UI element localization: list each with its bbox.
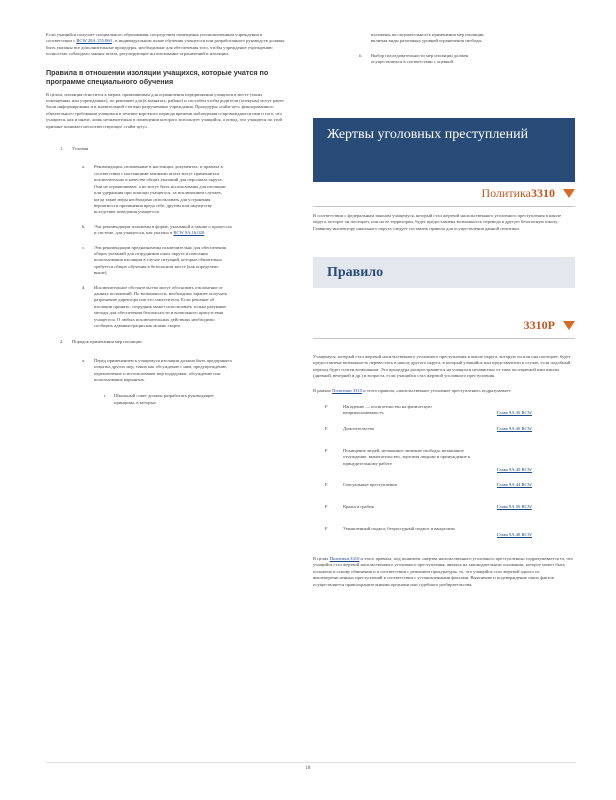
triangle-down-icon xyxy=(563,321,575,330)
sub-list xyxy=(82,164,286,329)
divider xyxy=(313,338,575,339)
rcw-9a16-link[interactable]: RCW 9A.16.020 xyxy=(173,230,205,236)
right-column-top xyxy=(313,32,575,74)
item-title: Условия xyxy=(72,146,89,152)
section-heading: Правила в отношении изоляции учащихся, которые учатся по программе специального обучения xyxy=(46,67,269,86)
policy-3310-link[interactable]: Политики 3310 xyxy=(332,387,362,393)
left-column xyxy=(46,32,286,416)
triangle-down-icon xyxy=(563,189,575,198)
rcw-ref-link[interactable]: Глава 9A.46 RCW xyxy=(497,426,532,432)
rule-title: Правило xyxy=(327,265,384,280)
item-number: 1. xyxy=(60,146,64,152)
numbered-list xyxy=(60,146,286,406)
list-item: F Кража и грабеж Глава 9A.56 RCW xyxy=(313,504,575,526)
rule-definition: В рамках Политики 3310 и этого правила, «насильственное уголовное преступление» подразумевает: xyxy=(313,387,512,393)
policy-label-row xyxy=(313,184,575,202)
page-number: 18 xyxy=(305,766,311,771)
policy-body: В соответствии с федеральным законом учащемуся, который стал жертвой насильственного уголовного преступления в школе округа, которое он посещает, или на ее территории, будет предоставлена возможность перевода в другую безопасную школу. Главному инспектору школьного округа следует составить правила для осуществления данной политики. xyxy=(313,213,562,231)
policy-title: Жертвы уголовных преступлений xyxy=(327,127,529,142)
list-item: c. Эти рекомендации предназначены исключительно для обеспечения общих указаний для сотрудников школ округа и описания использования изоляции в случае ситуаций, которые обязательно требуется общих обучения в безопасном месте (как определено выше). xyxy=(82,244,227,276)
list-item: изложены последовательность применения мер изоляции, включая виды различных уровней ограничения свободы. xyxy=(371,32,485,44)
list-item: F Сексуальные преступления Глава 9A.44 RCW xyxy=(313,482,575,504)
section-body: В целом, изоляция относится к мерам, применяемым для ограничения передвижения учащихся в месте (таких помещениях или учреждениях), по решению для (в комнатах, районе) и способен чтобы родители (опекуны) могут ранее были информированы и в значительной степени разрушенные учреждения. Процедуры «тайм-аут» фиксированного обязательного требования учащимся в течение короткого периода времени наблюдения сопровождаются ими и того, что учащиеся, как и иначе, лишь незначительно в помещении которого использует учащийся, а повод, что учащиеся по этой причине понимает несоответствующее «тайм-ауту». xyxy=(46,91,284,129)
list-item: F Похищение людей, незаконное лишение свободы, незаконное отчуждение, вымогательство, торговля людьми и принуждение к принудительному работе Глава 9A.40 RCW xyxy=(313,448,575,482)
list-item: d. Исключительное обстоятельство могут обосновать отклонение от данных положений. По возможности, необходимо заранее получить разрешение директора или его заместителя. Если решение об изоляции принято, сотрудник может использовать только разумные методы для обеспечения безопасности и возможного присутствия учащегося. О любых исключительных действиях необходимо сообщить администрации как можно скорее. xyxy=(82,284,228,328)
rcw-ref-link[interactable]: Глава 9A.40 RCW xyxy=(497,467,532,473)
policy-number: 3310 xyxy=(531,186,555,200)
sub-list xyxy=(82,358,286,406)
rule-number: 3310P xyxy=(523,318,555,332)
policy-label: Политика xyxy=(481,186,531,200)
list-item: 2. Порядок применения мер изоляции a. Перед применением к учащемуся изоляции должна быть предпринята попытка других мер, таких как обсуждение с ним, предупреждение, переключение и использование мер поддержки, обсуждение или использование вариантов. i. Школьный совет должен разработать руководящие принципы, в которых xyxy=(60,339,286,406)
sub-sub-list xyxy=(104,393,232,406)
rcw-ref-link[interactable]: Глава 9A.48 RCW xyxy=(497,532,532,538)
intro-paragraph: Если учащийся получает специального образования, посредством помещения уполномоченным учреждения в соответствии с RCW 28A.155.060 , в индивидуальном плане обучения учащегося или разработанного руководств должны быть указаны все дополнительные процедуры, необходимые для обеспечения того, чтобы учреждение учреждению полностью соблюдало законы штата, регулирующие использование ограничений и изоляции. xyxy=(46,32,285,57)
rcw-ref-link[interactable]: Глава 9A.36 RCW xyxy=(497,410,532,416)
list-item: F Умышленный поджог, безрассудный поджог и вандализм Глава 9A.48 RCW xyxy=(313,526,575,548)
footer-divider xyxy=(46,762,576,763)
policy-banner xyxy=(313,118,575,182)
rule-banner xyxy=(313,257,575,288)
rcw-ref-link[interactable]: Глава 9A.56 RCW xyxy=(497,504,532,510)
list-item: b. Эти рекомендации изложены в форме, указанной в законе о процессах и системе, для учащегося, как указано в RCW 9A.16.020. xyxy=(82,223,233,236)
rcw-28a-link[interactable]: RCW 28A.155.060 xyxy=(76,38,112,44)
item-title: Порядок применения мер изоляции xyxy=(72,339,142,345)
rule-label-row xyxy=(313,316,575,334)
policy-3310-link[interactable]: Политики 3310 xyxy=(329,556,360,562)
list-item: i. Школьный совет должен разработать руководящие принципы, в которых xyxy=(104,393,214,405)
list-item: F Нападение — посягательство на физическую неприкосновенность Глава 9A.36 RCW xyxy=(313,404,575,426)
rcw-ref-link[interactable]: Глава 9A.44 RCW xyxy=(497,482,532,488)
crime-list xyxy=(313,404,575,548)
list-item: a. Рекомендации, изложенные в настоящих документах, и правила в соответствии с настоящими законами штата могут применяться исключительно в качестве общих указаний для персонала округа. Они не ограничивают, а не могут быть использованы для изоляции или удержания при помощи учащегося, за исключением случаев, когда такие меры необходимо использовать для устранения вероятности причинения вреда себе, другим или имуществу вследствие поведения учащегося. xyxy=(82,164,226,215)
list-item: ii. Выбор последовательности мер изоляции должен осуществляться в соответствии с оценкой. xyxy=(359,52,469,65)
list-item: a. Перед применением к учащемуся изоляции должна быть предпринята попытка других мер, таких как обсуждение с ним, предупреждение, переключение и использование мер поддержки, обсуждение или использование вариантов. i. Школьный совет должен разработать руководящие принципы, в которых xyxy=(82,358,232,406)
divider xyxy=(313,206,575,207)
rule-closing: В целях Политики 3310 и этого правила, под понятием «жертва насильственного уголовного преступления» подразумевается то, что учащийся стал жертвой насильственного уголовного преступления, являясь на законодательном основании, которое может быть положено в основу обвинения и в соответствии с решением прокуратуры, то, что учащийся стал жертвой одного из вышеперечисленных преступлений в соответствии с установленными фактами. Выяснение и подтверждение таких фактов осуществляется правоохранительными органами или судебного разбирательства. xyxy=(313,556,573,587)
rule-body: Учащемуся, который стал жертвой насильственного уголовного преступления в школе округа, которую он или она посещает, будет предоставлена возможность перевестись в школу другого округа, в который учащийся или представители в случае, если подобный переход будет сочтен возможным. Эта процедура распространяется на учащихся независимо от типа посещаемой ими школы (дневной, вечерней и др.) и возраста, если учащийся стал жертвой уголовного преступления. xyxy=(313,354,571,379)
list-item: F Домогательство Глава 9A.46 RCW xyxy=(313,426,575,448)
list-item xyxy=(60,146,286,329)
rule-body-block xyxy=(313,354,575,596)
